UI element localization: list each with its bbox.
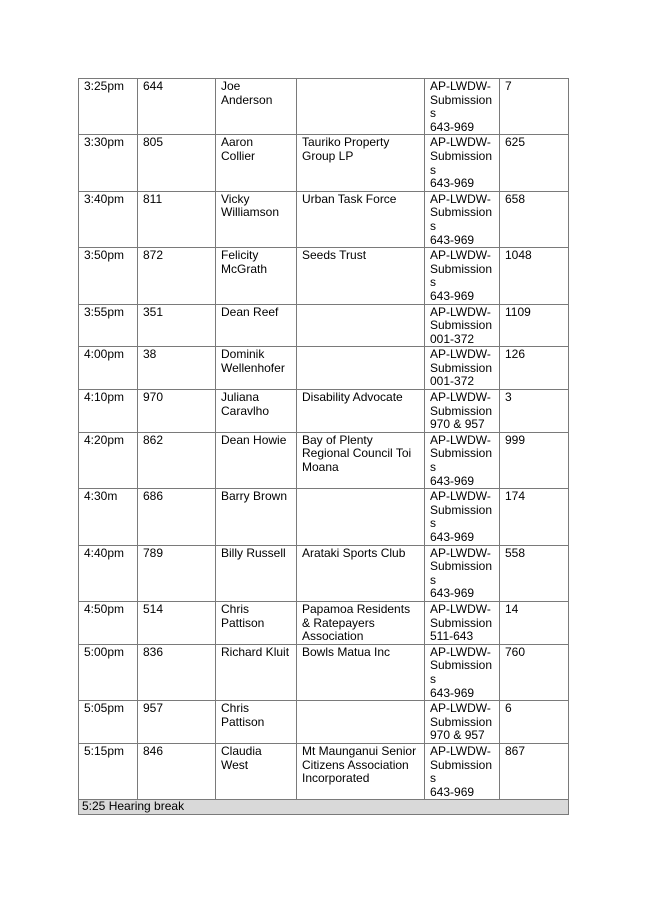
- submitter-number-cell: 811: [138, 191, 216, 247]
- submitter-number-cell: 805: [138, 135, 216, 191]
- submission-reference-cell: [425, 191, 500, 247]
- submitter-number-cell: 686: [138, 489, 216, 545]
- submission-reference-cell-line: 643-969: [430, 530, 475, 544]
- submission-reference-cell-line: Submissions: [430, 261, 493, 290]
- submission-reference-cell-line: Submissions: [430, 446, 493, 475]
- submission-reference-cell: [425, 248, 500, 304]
- submitter-name-cell: [216, 489, 297, 545]
- time-cell: 4:50pm: [79, 601, 138, 644]
- submitter-name-cell: [216, 743, 297, 799]
- submission-reference-cell: [425, 390, 500, 433]
- submitter-name-cell-line: West: [221, 757, 249, 772]
- submitter-name-cell: [216, 191, 297, 247]
- time-cell: 3:50pm: [79, 248, 138, 304]
- table-row: [79, 432, 569, 488]
- submission-reference-cell-line: AP-LWDW-: [430, 644, 491, 659]
- submitter-name-cell-line: Felicity: [221, 248, 259, 263]
- organisation-cell: [297, 347, 425, 390]
- organisation-cell: [297, 701, 425, 744]
- submitter-name-cell-line: McGrath: [221, 261, 268, 276]
- page-number-cell: 14: [500, 601, 569, 644]
- page-number-cell: 558: [500, 545, 569, 601]
- time-cell: 4:30m: [79, 489, 138, 545]
- submitter-name-cell: [216, 304, 297, 347]
- submitter-name-cell: [216, 545, 297, 601]
- organisation-cell: [297, 135, 425, 191]
- table-row: [79, 601, 569, 644]
- table-row: [79, 545, 569, 601]
- page-number-cell: 999: [500, 432, 569, 488]
- submitter-name-cell-line: Williamson: [221, 205, 280, 220]
- time-cell: 4:40pm: [79, 545, 138, 601]
- submission-reference-cell-line: AP-LWDW-: [430, 432, 491, 447]
- table-row: [79, 347, 569, 390]
- submission-reference-cell-line: AP-LWDW-: [430, 601, 491, 616]
- submitter-name-cell-line: Claudia: [221, 743, 262, 758]
- organisation-cell-line: Association: [302, 629, 364, 644]
- submission-reference-cell-line: Submissions: [430, 502, 493, 531]
- organisation-cell-line: Seeds Trust: [302, 248, 367, 263]
- submitter-name-cell-line: Chris: [221, 701, 250, 716]
- page-number-cell: 867: [500, 743, 569, 799]
- submission-reference-cell-line: 511-643: [430, 629, 474, 644]
- organisation-cell: [297, 79, 425, 135]
- submission-reference-cell: [425, 135, 500, 191]
- submitter-name-cell: [216, 701, 297, 744]
- submission-reference-cell-line: 970 & 957: [430, 728, 485, 743]
- organisation-cell-line: Incorporated: [302, 771, 370, 786]
- submitter-number-cell: 351: [138, 304, 216, 347]
- time-cell: 4:00pm: [79, 347, 138, 390]
- page-number-cell: 6: [500, 701, 569, 744]
- table-row: [79, 743, 569, 799]
- page-number-cell: 1109: [500, 304, 569, 347]
- submission-reference-cell: [425, 545, 500, 601]
- table-row: [79, 304, 569, 347]
- time-cell: 4:20pm: [79, 432, 138, 488]
- submitter-name-cell-line: Billy Russell: [221, 545, 286, 560]
- submission-reference-cell-line: AP-LWDW-: [430, 701, 491, 716]
- submitter-name-cell-line: Collier: [221, 148, 256, 163]
- page-number-cell: 3: [500, 390, 569, 433]
- submission-reference-cell-line: AP-LWDW-: [430, 248, 491, 263]
- organisation-cell: [297, 489, 425, 545]
- submission-reference-cell: [425, 601, 500, 644]
- submission-reference-cell-line: 643-969: [430, 685, 475, 700]
- organisation-cell: [297, 432, 425, 488]
- submission-reference-cell-line: 970 & 957: [430, 417, 485, 432]
- submission-reference-cell-line: AP-LWDW-: [430, 79, 491, 93]
- organisation-cell: [297, 390, 425, 433]
- submission-reference-cell-line: Submission: [430, 360, 493, 375]
- submission-reference-cell-line: Submissions: [430, 205, 493, 233]
- submission-reference-cell-line: AP-LWDW-: [430, 390, 491, 405]
- submitter-number-cell: 789: [138, 545, 216, 601]
- submission-reference-cell-line: 643-969: [430, 784, 475, 799]
- time-cell: 5:05pm: [79, 701, 138, 744]
- page-number-cell: 658: [500, 191, 569, 247]
- submitter-number-cell: 836: [138, 644, 216, 700]
- organisation-cell: [297, 545, 425, 601]
- submitter-name-cell-line: Pattison: [221, 615, 265, 630]
- submission-reference-cell-line: 643-969: [430, 473, 475, 488]
- submission-reference-cell-line: Submission: [430, 615, 493, 630]
- table-row: [79, 135, 569, 191]
- submitter-name-cell-line: Pattison: [221, 714, 265, 729]
- submission-reference-cell: [425, 644, 500, 700]
- submission-reference-cell: [425, 743, 500, 799]
- submission-reference-cell-line: Submissions: [430, 658, 493, 686]
- page-number-cell: 760: [500, 644, 569, 700]
- submission-reference-cell-line: AP-LWDW-: [430, 304, 491, 319]
- submitter-name-cell: [216, 432, 297, 488]
- submission-reference-cell-line: 001-372: [430, 331, 475, 346]
- submission-reference-cell-line: AP-LWDW-: [430, 545, 491, 560]
- table-row: [79, 248, 569, 304]
- submitter-number-cell: 514: [138, 601, 216, 644]
- submission-reference-cell-line: Submission: [430, 714, 493, 729]
- hearing-schedule-table: [78, 78, 569, 815]
- organisation-cell: [297, 644, 425, 700]
- submitter-number-cell: 970: [138, 390, 216, 433]
- submission-reference-cell-line: 643-969: [430, 288, 475, 303]
- submission-reference-cell-line: 643-969: [430, 119, 475, 134]
- table-row: [79, 701, 569, 744]
- organisation-cell-line: Tauriko Property: [302, 135, 390, 150]
- submitter-name-cell-line: Anderson: [221, 92, 273, 107]
- table-row: [79, 489, 569, 545]
- submission-reference-cell-line: AP-LWDW-: [430, 489, 491, 504]
- organisation-cell: [297, 601, 425, 644]
- submission-reference-cell-line: Submissions: [430, 148, 493, 177]
- organisation-cell: [297, 304, 425, 347]
- organisation-cell-line: Citizens Association: [302, 757, 409, 772]
- submitter-number-cell: 846: [138, 743, 216, 799]
- submitter-name-cell-line: Richard Kluit: [221, 644, 290, 659]
- submission-reference-cell-line: Submission: [430, 403, 493, 418]
- organisation-cell-line: Group LP: [302, 148, 354, 163]
- organisation-cell-line: Bay of Plenty: [302, 432, 373, 447]
- submitter-name-cell: [216, 135, 297, 191]
- time-cell: 5:15pm: [79, 743, 138, 799]
- organisation-cell: [297, 191, 425, 247]
- submission-reference-cell-line: AP-LWDW-: [430, 191, 491, 206]
- page-number-cell: 1048: [500, 248, 569, 304]
- organisation-cell: [297, 248, 425, 304]
- submitter-name-cell: [216, 601, 297, 644]
- submitter-name-cell-line: Dean Howie: [221, 432, 287, 447]
- time-cell: 4:10pm: [79, 390, 138, 433]
- hearing-break-row: [79, 800, 569, 815]
- time-cell: 5:00pm: [79, 644, 138, 700]
- submitter-name-cell-line: Juliana: [221, 390, 260, 405]
- submitter-name-cell-line: Aaron: [221, 135, 254, 150]
- time-cell: 3:55pm: [79, 304, 138, 347]
- submission-reference-cell-line: AP-LWDW-: [430, 135, 491, 150]
- organisation-cell-line: Bowls Matua Inc: [302, 644, 391, 659]
- submission-reference-cell-line: 001-372: [430, 374, 475, 389]
- submission-reference-cell-line: Submission: [430, 318, 493, 333]
- table-row: [79, 191, 569, 247]
- submission-reference-cell: [425, 432, 500, 488]
- time-cell: 3:30pm: [79, 135, 138, 191]
- schedule-body: [79, 79, 569, 815]
- organisation-cell-line: Mt Maunganui Senior: [302, 743, 417, 758]
- submitter-number-cell: 862: [138, 432, 216, 488]
- submitter-number-cell: 644: [138, 79, 216, 135]
- submission-reference-cell: [425, 701, 500, 744]
- submitter-name-cell-line: Vicky: [221, 191, 250, 206]
- organisation-cell-line: Urban Task Force: [302, 191, 397, 206]
- organisation-cell-line: Moana: [302, 460, 339, 475]
- submitter-name-cell: [216, 644, 297, 700]
- hearing-break-label: 5:25 Hearing break: [79, 800, 569, 815]
- submitter-name-cell: [216, 347, 297, 390]
- submission-reference-cell-line: AP-LWDW-: [430, 743, 491, 758]
- submitter-name-cell: [216, 390, 297, 433]
- schedule-sheet: [78, 78, 568, 815]
- submitter-number-cell: 872: [138, 248, 216, 304]
- page-number-cell: 126: [500, 347, 569, 390]
- organisation-cell-line: Arataki Sports Club: [302, 545, 406, 560]
- time-cell: 3:40pm: [79, 191, 138, 247]
- submitter-name-cell-line: Barry Brown: [221, 489, 288, 504]
- submitter-name-cell-line: Wellenhofer: [221, 360, 285, 375]
- table-row: [79, 390, 569, 433]
- table-row: [79, 644, 569, 700]
- time-cell: 3:25pm: [79, 79, 138, 135]
- submission-reference-cell: [425, 347, 500, 390]
- submission-reference-cell: [425, 489, 500, 545]
- submitter-name-cell: [216, 79, 297, 135]
- organisation-cell-line: Papamoa Residents: [302, 601, 411, 616]
- page-number-cell: 174: [500, 489, 569, 545]
- submission-reference-cell-line: AP-LWDW-: [430, 347, 491, 362]
- organisation-cell-line: Regional Council Toi: [302, 446, 412, 461]
- organisation-cell-line: Disability Advocate: [302, 390, 403, 405]
- organisation-cell-line: & Ratepayers: [302, 615, 375, 630]
- organisation-cell: [297, 743, 425, 799]
- submission-reference-cell-line: 643-969: [430, 232, 475, 247]
- page-number-cell: 7: [500, 79, 569, 135]
- submitter-name-cell-line: Joe: [221, 79, 241, 93]
- table-row: [79, 79, 569, 135]
- submitter-name-cell-line: Dominik: [221, 347, 265, 362]
- submitter-number-cell: 38: [138, 347, 216, 390]
- submission-reference-cell-line: Submissions: [430, 757, 493, 786]
- page-number-cell: 625: [500, 135, 569, 191]
- submission-reference-cell-line: 643-969: [430, 176, 475, 191]
- submitter-name-cell-line: Chris: [221, 601, 250, 616]
- submission-reference-cell-line: Submissions: [430, 559, 493, 587]
- submission-reference-cell: [425, 79, 500, 135]
- submitter-number-cell: 957: [138, 701, 216, 744]
- submission-reference-cell-line: Submissions: [430, 92, 493, 121]
- submission-reference-cell-line: 643-969: [430, 586, 475, 601]
- submitter-name-cell-line: Dean Reef: [221, 304, 279, 319]
- submission-reference-cell: [425, 304, 500, 347]
- submitter-name-cell-line: Caravlho: [221, 403, 270, 418]
- submitter-name-cell: [216, 248, 297, 304]
